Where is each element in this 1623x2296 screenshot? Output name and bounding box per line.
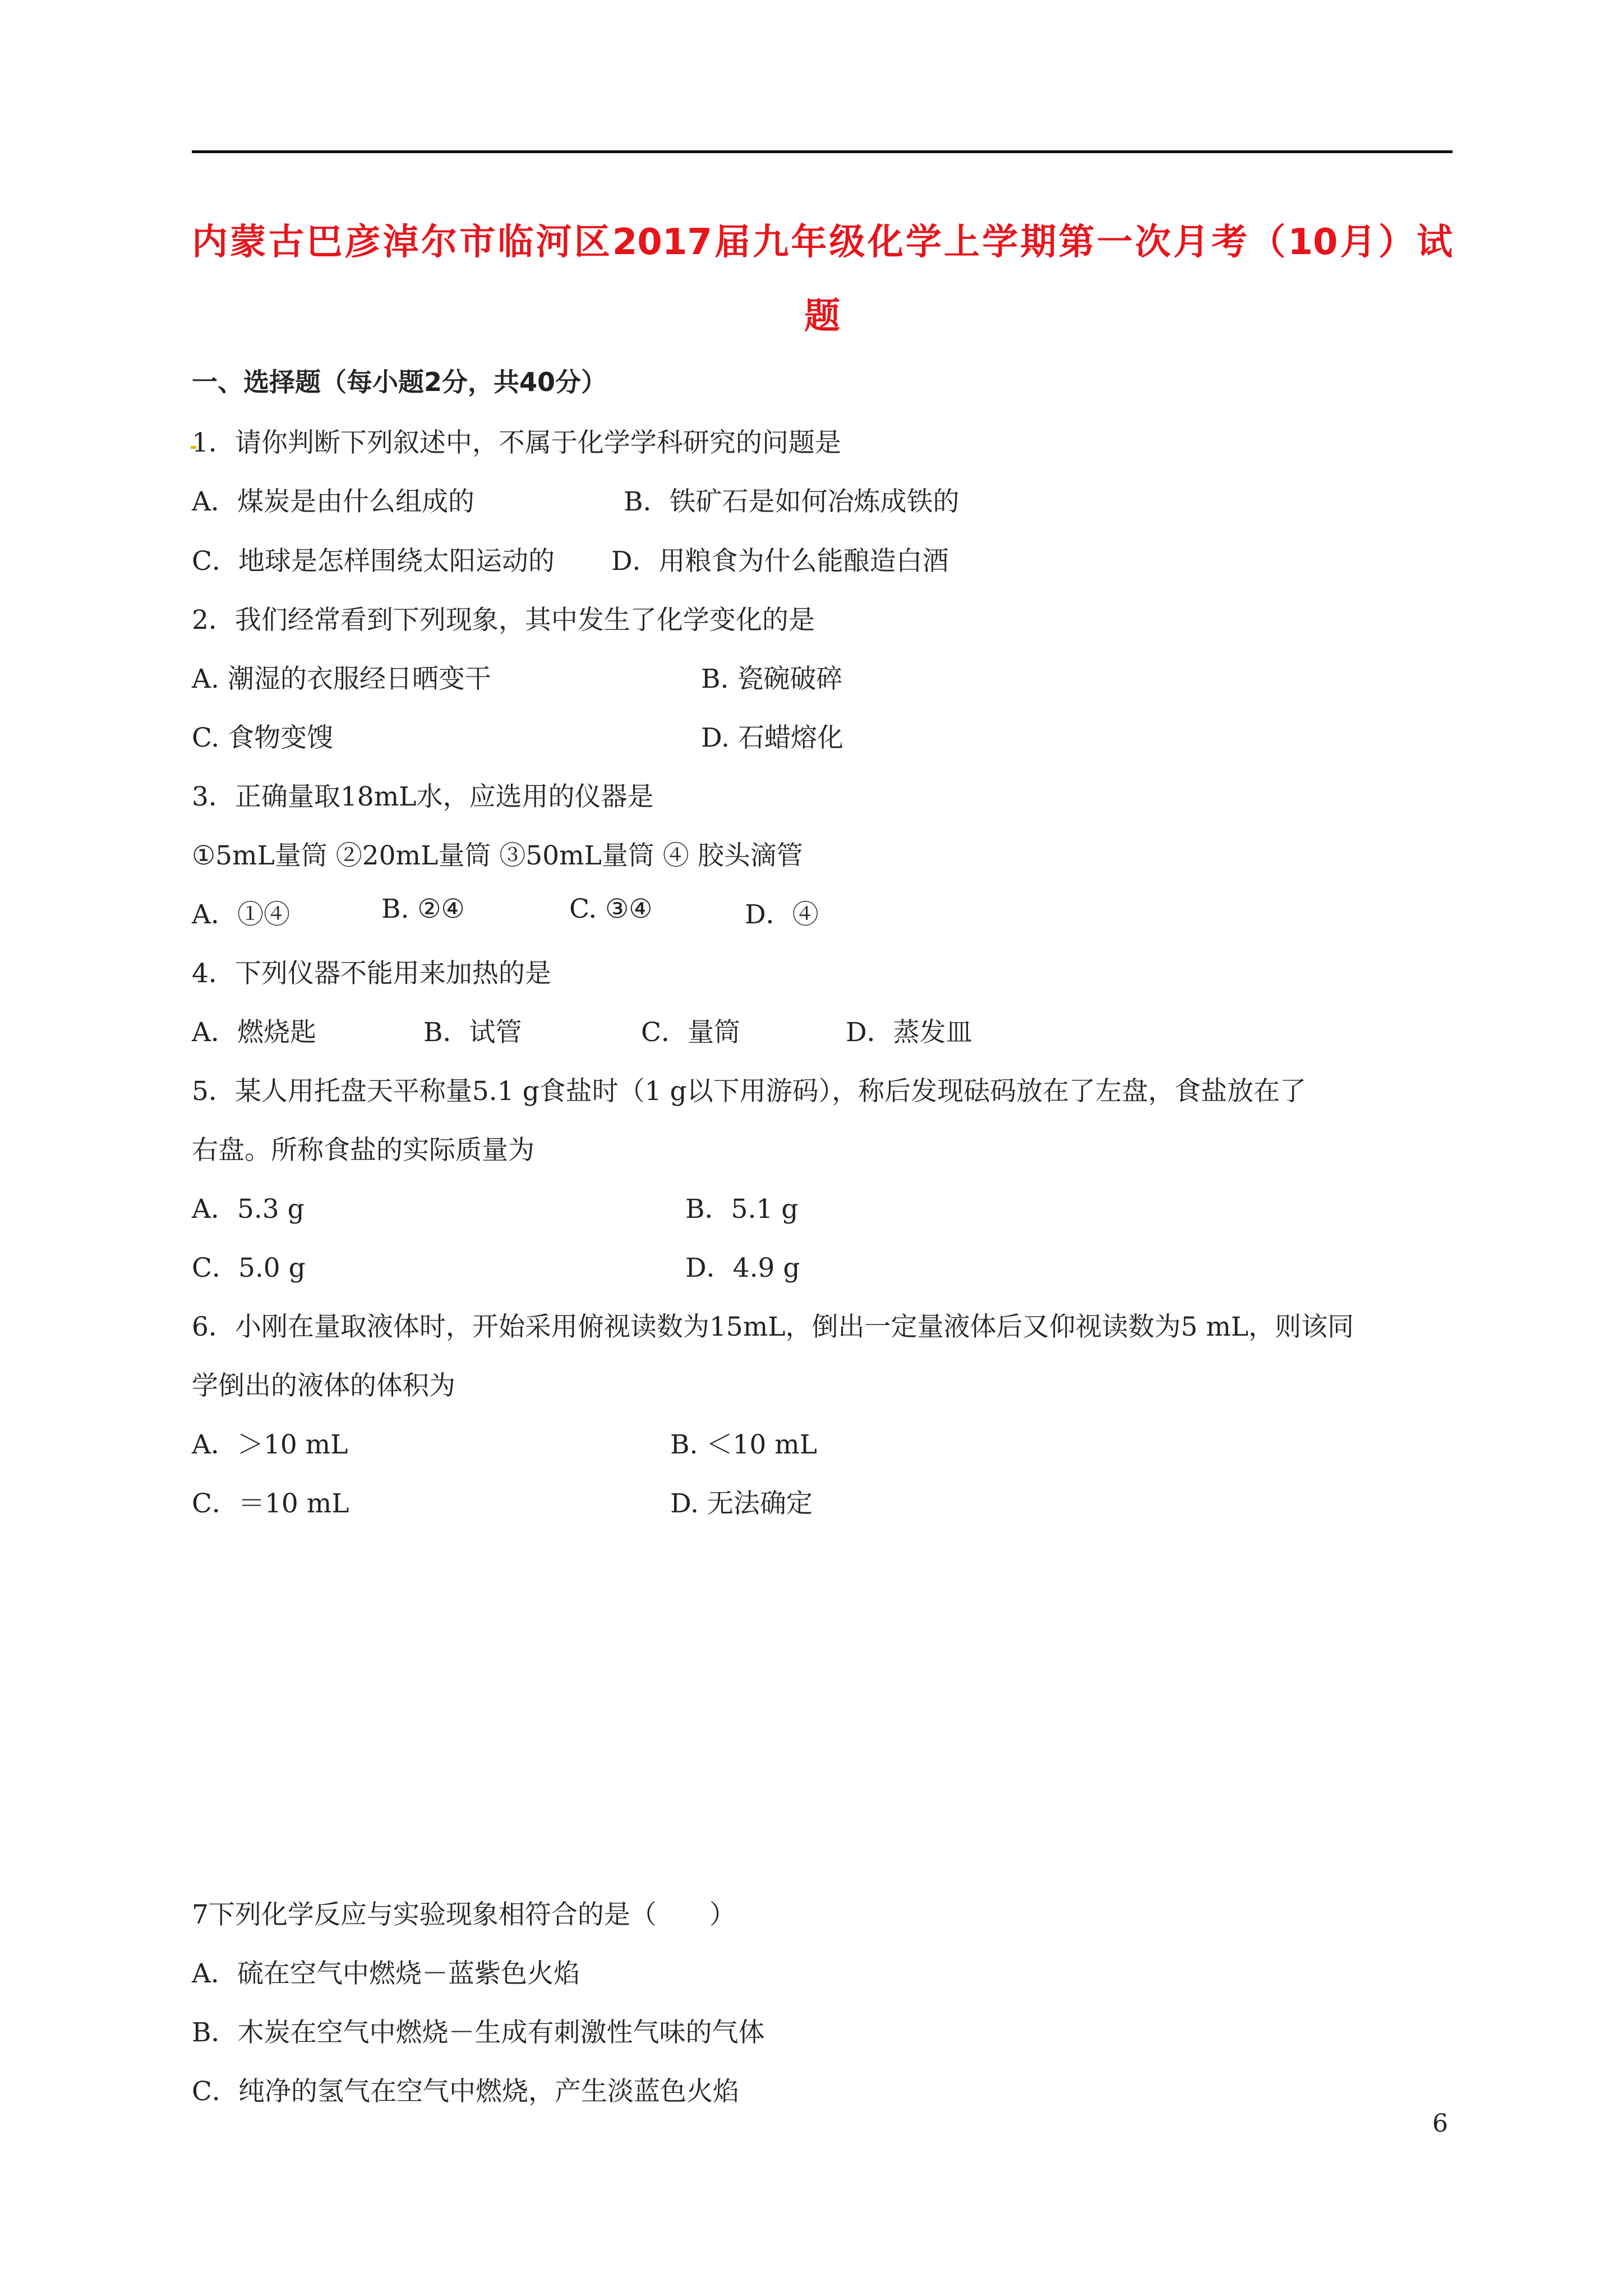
question-6-option-a: A．＞10 mL	[192, 1429, 348, 1460]
question-7-option-b: B．木炭在空气中燃烧－生成有刺激性气味的气体	[192, 2017, 765, 2048]
question-6-option-d: D. 无法确定	[670, 1488, 813, 1519]
question-4-option-d: D．蒸发皿	[846, 1017, 972, 1048]
question-5-option-c: C．5.0 g	[192, 1253, 306, 1283]
question-2-stem: 2．我们经常看到下列现象，其中发生了化学变化的是	[192, 605, 815, 636]
title-line-1: 内蒙古巴彦淖尔市临河区2017届九年级化学上学期第一次月考（10月）试	[192, 222, 1453, 263]
question-7-stem: 7下列化学反应与实验现象相符合的是（ ）	[192, 1899, 736, 1930]
question-5-stem-line-1: 5．某人用托盘天平称量5.1 g食盐时（1 g以下用游码），称后发现砝码放在了左盘，食盐放在了	[192, 1076, 1307, 1107]
question-6-stem-line-1: 6．小刚在量取液体时，开始采用俯视读数为15mL，倒出一定量液体后又仰视读数为5 mL，则该同	[192, 1312, 1354, 1342]
question-6-option-c: C．＝10 mL	[192, 1488, 349, 1519]
question-2-option-b: B. 瓷碗破碎	[701, 664, 843, 694]
question-1-option-d: D．用粮食为什么能酿造白酒	[611, 546, 949, 577]
page-number: 6	[1432, 2109, 1448, 2138]
question-2-option-d: D. 石蜡熔化	[701, 723, 843, 753]
question-2-option-a: A. 潮湿的衣服经日晒变干	[192, 664, 491, 694]
question-4-stem: 4．下列仪器不能用来加热的是	[192, 958, 551, 989]
question-5-option-a: A．5.3 g	[192, 1194, 305, 1225]
question-4-option-b: B．试管	[423, 1017, 522, 1048]
question-3-stem: 3．正确量取18mL水，应选用的仪器是	[192, 781, 654, 812]
question-1-option-c: C．地球是怎样围绕太阳运动的	[192, 546, 555, 577]
question-6-option-b: B. ＜10 mL	[670, 1429, 817, 1460]
question-3-choices: ①5mL量筒 ②20mL量筒 ③50mL量筒 ④ 胶头滴管	[192, 840, 803, 871]
question-6-stem-line-2: 学倒出的液体的体积为	[192, 1370, 455, 1401]
question-3-option-d: D．④	[745, 899, 819, 930]
question-5-stem-line-2: 右盘。所称食盐的实际质量为	[192, 1135, 534, 1166]
header-rule	[192, 150, 1453, 153]
section-heading: 一、选择题（每小题2分，共40分）	[192, 367, 607, 397]
question-1-stem: 1．请你判断下列叙述中，不属于化学学科研究的问题是	[192, 427, 841, 458]
question-5-option-b: B．5.1 g	[685, 1194, 799, 1225]
question-7-option-c: C．纯净的氢气在空气中燃烧，产生淡蓝色火焰	[192, 2076, 739, 2107]
question-4-option-c: C．量筒	[641, 1017, 740, 1048]
question-1-option-b: B．铁矿石是如何冶炼成铁的	[624, 486, 960, 517]
question-7-option-a: A．硫在空气中燃烧－蓝紫色火焰	[192, 1958, 580, 1989]
question-3-option-a: A．①④	[192, 899, 290, 930]
question-3-option-b: B. ②④	[381, 894, 465, 924]
title-line-2: 题	[804, 296, 840, 337]
question-4-option-a: A．燃烧匙	[192, 1017, 316, 1048]
question-2-option-c: C. 食物变馊	[192, 723, 334, 753]
question-1-option-a: A．煤炭是由什么组成的	[192, 486, 474, 517]
question-5-option-d: D．4.9 g	[685, 1253, 800, 1283]
question-3-option-c: C. ③④	[569, 894, 653, 924]
